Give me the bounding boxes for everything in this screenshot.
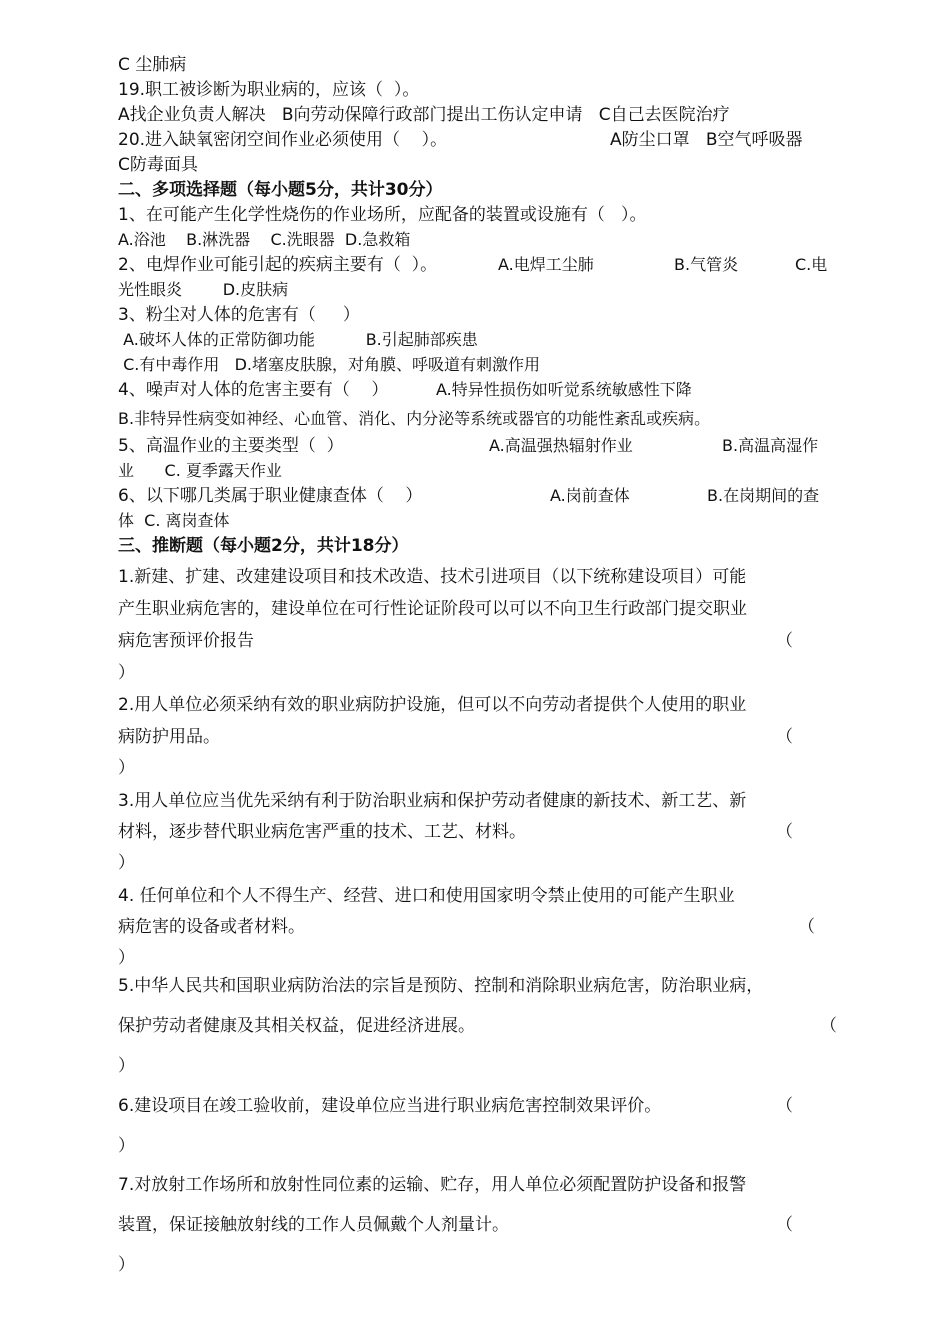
question-19-options: A找企业负责人解决 B向劳动保障行政部门提出工伤认定申请 C自己去医院治疗 <box>118 105 730 125</box>
text-line: C 尘肺病 <box>118 55 187 75</box>
mc-question-6-options-cont: 体 C. 离岗查体 <box>118 511 230 530</box>
judgement-7-line-1: 7.对放射工作场所和放射性同位素的运输、贮存，用人单位必须配置防护设备和报警 <box>118 1175 747 1195</box>
answer-paren-close: ） <box>118 663 135 683</box>
judgement-1-line-1: 1.新建、扩建、改建建设项目和技术改造、技术引进项目（以下统称建设项目）可能 <box>118 567 747 587</box>
judgement-1-line-2: 产生职业病危害的，建设单位在可行性论证阶段可以可以不向卫生行政部门提交职业 <box>118 599 747 619</box>
question-20-option-c: C防毒面具 <box>118 155 198 175</box>
answer-paren-open: （ <box>820 1016 837 1036</box>
answer-paren-open: （ <box>776 631 793 651</box>
mc-question-4-option-a: A.特异性损伤如听觉系统敏感性下降 <box>436 380 692 399</box>
mc-question-5-option-b: B.高温高湿作 <box>722 436 819 455</box>
judgement-1-line-3: 病危害预评价报告 <box>118 631 254 651</box>
answer-paren-close: ） <box>118 1136 135 1156</box>
mc-question-4-option-b: B.非特异性病变如神经、心血管、消化、内分泌等系统或器官的功能性紊乱或疾病。 <box>118 409 711 428</box>
mc-question-3-options-ab: A.破坏人体的正常防御功能 B.引起肺部疾患 <box>118 330 478 349</box>
mc-question-6-option-a: A.岗前查体 <box>550 486 630 505</box>
mc-question-5-option-a: A.高温强热辐射作业 <box>489 436 633 455</box>
mc-question-1-options: A.浴池 B.淋洗器 C.洗眼器 D.急救箱 <box>118 230 411 249</box>
mc-question-3: 3、粉尘对人体的危害有（ ） <box>118 305 360 325</box>
answer-paren-open: （ <box>798 917 815 937</box>
judgement-6-line-1: 6.建设项目在竣工验收前，建设单位应当进行职业病危害控制效果评价。 <box>118 1096 662 1116</box>
judgement-5-line-1: 5.中华人民共和国职业病防治法的宗旨是预防、控制和消除职业病危害，防治职业病， <box>118 976 764 996</box>
question-20: 20.进入缺氧密闭空间作业必须使用（ ）。 <box>118 130 448 150</box>
mc-question-2-option-c: C.电 <box>795 255 828 274</box>
judgement-3-line-2: 材料，逐步替代职业病危害严重的技术、工艺、材料。 <box>118 822 526 842</box>
answer-paren-close: ） <box>118 1255 135 1275</box>
answer-paren-close: ） <box>118 948 135 968</box>
mc-question-5-options-cont: 业 C. 夏季露天作业 <box>118 461 282 480</box>
judgement-2-line-2: 病防护用品。 <box>118 727 220 747</box>
mc-question-6: 6、以下哪几类属于职业健康查体（ ） <box>118 486 423 506</box>
judgement-5-line-2: 保护劳动者健康及其相关权益，促进经济进展。 <box>118 1016 475 1036</box>
answer-paren-close: ） <box>118 853 135 873</box>
judgement-3-line-1: 3.用人单位应当优先采纳有利于防治职业病和保护劳动者健康的新技术、新工艺、新 <box>118 791 747 811</box>
judgement-7-line-2: 装置，保证接触放射线的工作人员佩戴个人剂量计。 <box>118 1215 509 1235</box>
question-19: 19.职工被诊断为职业病的，应该（ ）。 <box>118 80 420 100</box>
answer-paren-close: ） <box>118 758 135 778</box>
judgement-4-line-1: 4. 任何单位和个人不得生产、经营、进口和使用国家明令禁止使用的可能产生职业 <box>118 886 735 906</box>
mc-question-3-options-cd: C.有中毒作用 D.堵塞皮肤腺，对角膜、呼吸道有刺激作用 <box>118 355 541 374</box>
mc-question-6-option-b: B.在岗期间的查 <box>707 486 820 505</box>
answer-paren-open: （ <box>776 727 793 747</box>
judgement-4-line-2: 病危害的设备或者材料。 <box>118 917 305 937</box>
section-heading-judgement: 三、推断题（每小题2分，共计18分） <box>118 536 409 556</box>
answer-paren-close: ） <box>118 1056 135 1076</box>
answer-paren-open: （ <box>776 1215 793 1235</box>
section-heading-multiple-choice: 二、多项选择题（每小题5分，共计30分） <box>118 180 443 200</box>
mc-question-1: 1、在可能产生化学性烧伤的作业场所，应配备的装置或设施有（ ）。 <box>118 205 647 225</box>
mc-question-2-option-a: A.电焊工尘肺 <box>498 255 594 274</box>
mc-question-2: 2、电焊作业可能引起的疾病主要有（ ）。 <box>118 255 438 275</box>
answer-paren-open: （ <box>776 822 793 842</box>
judgement-2-line-1: 2.用人单位必须采纳有效的职业病防护设施，但可以不向劳动者提供个人使用的职业 <box>118 695 747 715</box>
question-20-options: A防尘口罩 B空气呼吸器 <box>610 130 803 150</box>
mc-question-2-option-b: B.气管炎 <box>674 255 739 274</box>
mc-question-2-options-cont: 光性眼炎 D.皮肤病 <box>118 280 289 299</box>
answer-paren-open: （ <box>776 1096 793 1116</box>
mc-question-4: 4、噪声对人体的危害主要有（ ） <box>118 380 389 400</box>
mc-question-5: 5、高温作业的主要类型（ ） <box>118 436 344 456</box>
